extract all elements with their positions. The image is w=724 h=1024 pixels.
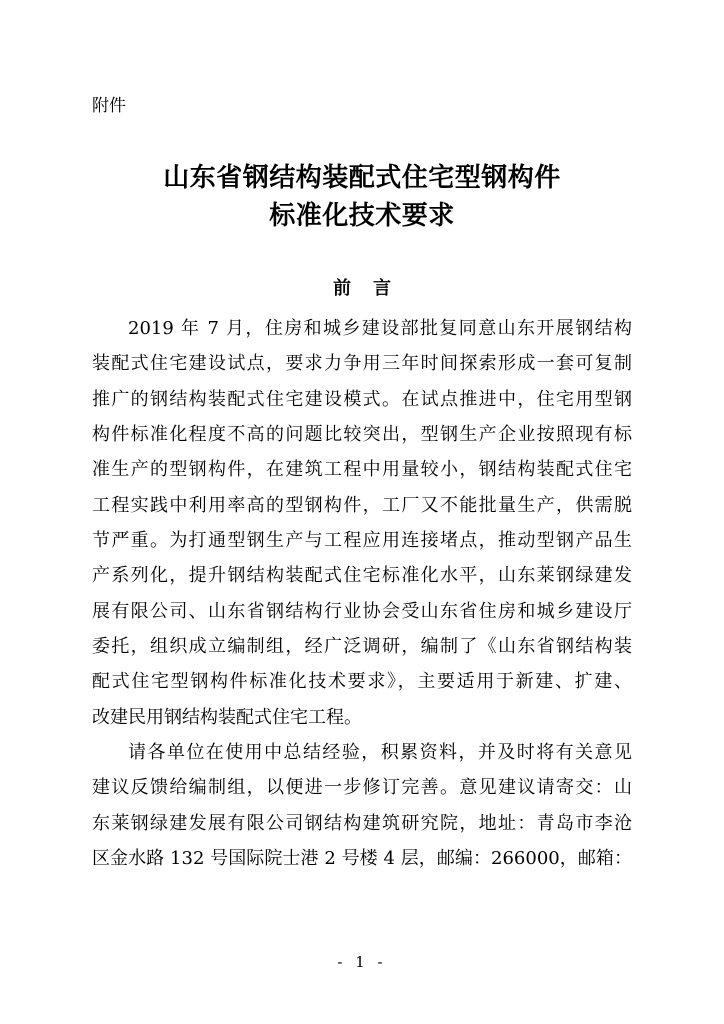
paragraph-2-line: 区金水路 132 号国际院士港 2 号楼 4 层，邮编：266000，邮箱：: [92, 848, 632, 869]
paragraph-1-line: 展有限公司、山东省钢结构行业协会受山东省住房和城乡建设厅: [92, 601, 632, 622]
paragraph-1-line: 准生产的型钢构件，在建筑工程中用量较小，钢结构装配式住宅: [92, 459, 632, 480]
paragraph-1-line: 改建民用钢结构装配式住宅工程。: [92, 707, 362, 728]
document-title-line-2: 标准化技术要求: [269, 201, 455, 231]
paragraph-1-line: 构件标准化程度不高的问题比较突出，型钢生产企业按照现有标: [92, 424, 632, 445]
paragraph-1-line: 2019 年 7 月，住房和城乡建设部批复同意山东开展钢结构: [128, 318, 632, 339]
paragraph-2-line: 建议反馈给编制组，以便进一步修订完善。意见建议请寄交：山: [92, 777, 632, 798]
preface-heading: 前言: [333, 278, 413, 299]
paragraph-1-line: 委托，组织成立编制组，经广泛调研，编制了《山东省钢结构装: [92, 636, 632, 657]
paragraph-1-line: 工程实践中利用率高的型钢构件，工厂又不能批量生产，供需脱: [92, 495, 632, 516]
paragraph-1-line: 配式住宅型钢构件标准化技术要求》，主要适用于新建、扩建、: [92, 671, 632, 692]
paragraph-1-line: 节严重。为打通型钢生产与工程应用连接堵点，推动型钢产品生: [92, 530, 632, 551]
paragraph-1-line: 推广的钢结构装配式住宅建设模式。在试点推进中，住宅用型钢: [92, 389, 632, 410]
paragraph-1-line: 产系列化，提升钢结构装配式住宅标准化水平，山东莱钢绿建发: [92, 565, 632, 586]
document-title-line-1: 山东省钢结构装配式住宅型钢构件: [163, 163, 561, 193]
page-number: - 1 -: [337, 953, 387, 971]
paragraph-2-line: 东莱钢绿建发展有限公司钢结构建筑研究院，地址：青岛市李沧: [92, 813, 632, 834]
paragraph-2-line: 请各单位在使用中总结经验，积累资料，并及时将有关意见: [128, 742, 632, 763]
attachment-label: 附件: [92, 96, 126, 116]
paragraph-1-line: 装配式住宅建设试点，要求力争用三年时间探索形成一套可复制: [92, 353, 632, 374]
